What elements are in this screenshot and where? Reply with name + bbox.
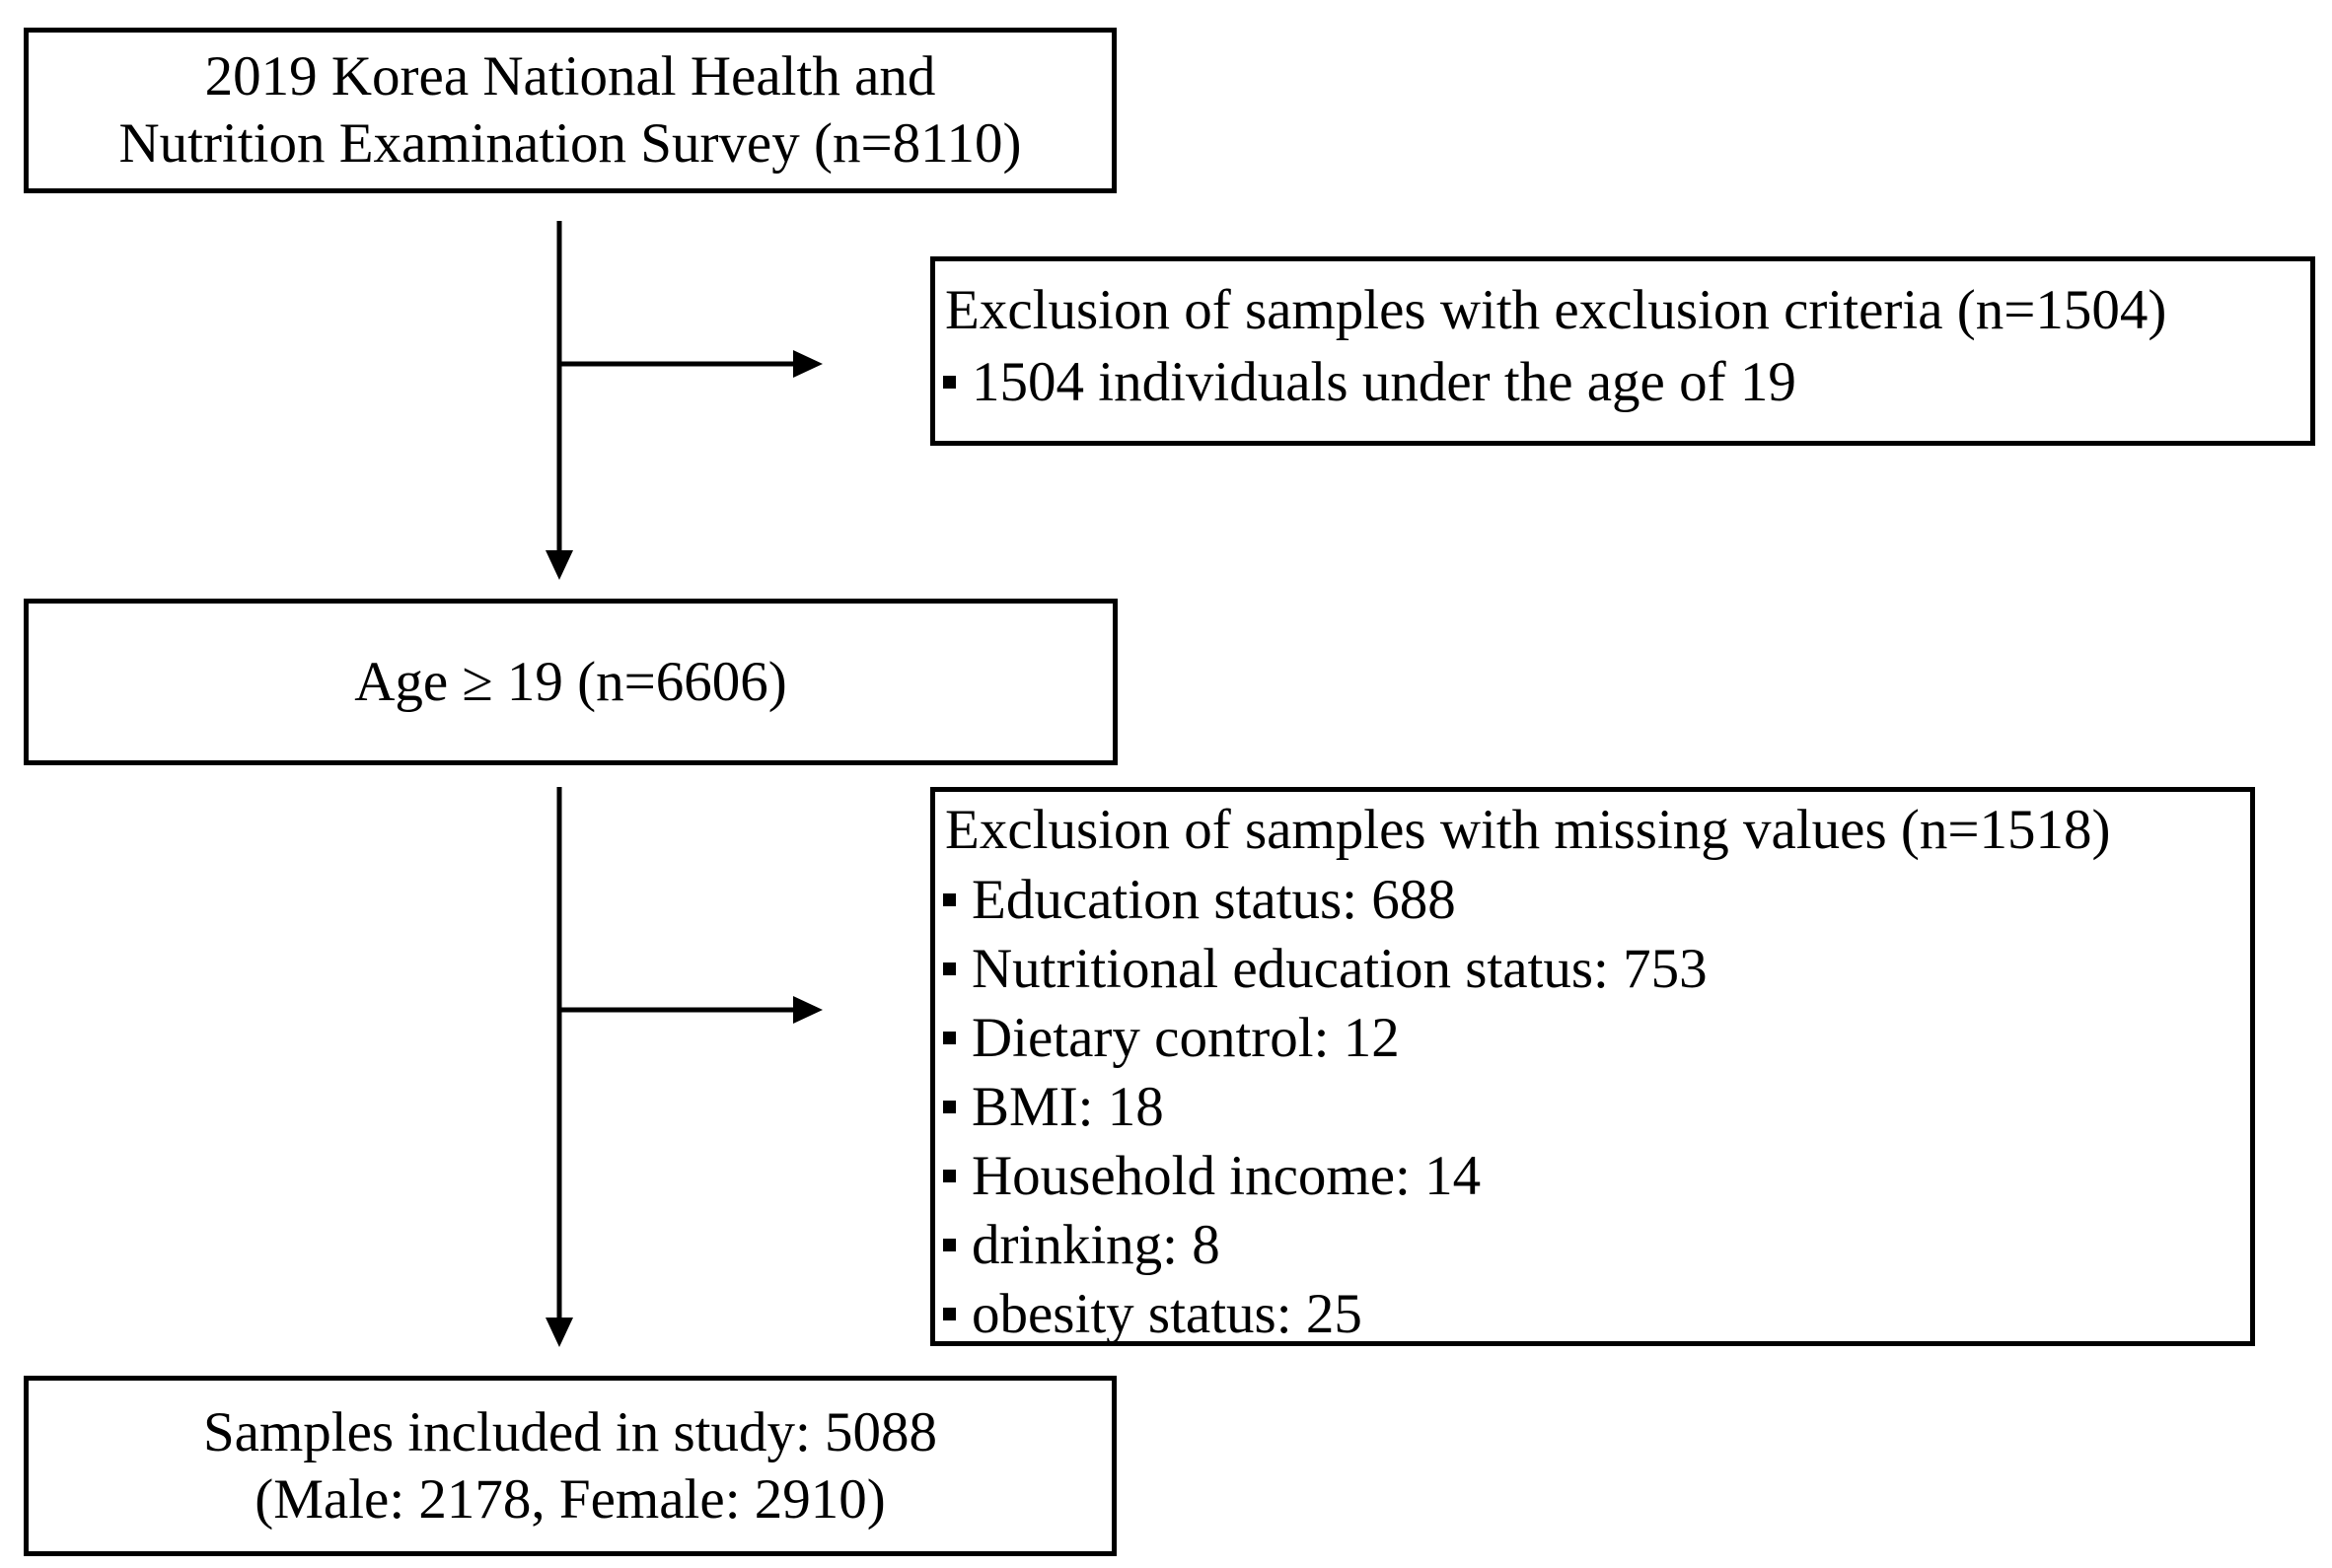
list-item-text: 1504 individuals under the age of 19 xyxy=(972,350,1796,413)
final-sample-box xyxy=(24,1376,1117,1556)
source-population-box xyxy=(24,28,1117,193)
arrow-branch-missing-values xyxy=(559,996,823,1024)
list-item xyxy=(935,1141,2250,1210)
source-population-line1: 2019 Korea National Health and xyxy=(204,45,936,107)
list-item xyxy=(935,1210,2250,1279)
bullet-icon xyxy=(943,1239,956,1251)
exclusion-criteria-title: Exclusion of samples with exclusion criteria (n=1504) xyxy=(945,279,2167,341)
list-item xyxy=(935,1003,2250,1072)
arrow-branch-exclusion-criteria xyxy=(559,350,823,378)
exclusion-criteria-list xyxy=(935,346,2310,417)
list-item xyxy=(935,1279,2250,1348)
final-sample-line2: (Male: 2178, Female: 2910) xyxy=(255,1467,886,1531)
list-item-text: obesity status: 25 xyxy=(972,1282,1362,1345)
age-filter-box xyxy=(24,599,1118,765)
bullet-icon xyxy=(943,1101,956,1113)
list-item xyxy=(935,346,2310,417)
arrow-source-to-age xyxy=(546,221,573,580)
bullet-icon xyxy=(943,1308,956,1320)
missing-values-title: Exclusion of samples with missing values (n=1518) xyxy=(945,799,2111,861)
list-item xyxy=(935,865,2250,934)
arrow-age-to-final xyxy=(546,787,573,1347)
list-item-text: Household income: 14 xyxy=(972,1144,1482,1207)
list-item-text: BMI: 18 xyxy=(972,1075,1164,1138)
bullet-icon xyxy=(943,1032,956,1044)
missing-values-exclusion-box xyxy=(930,787,2255,1346)
list-item-text: Nutritional education status: 753 xyxy=(972,937,1708,1000)
bullet-icon xyxy=(943,376,956,389)
missing-values-list xyxy=(935,865,2250,1348)
list-item xyxy=(935,934,2250,1003)
final-sample-line1: Samples included in study: 5088 xyxy=(202,1400,938,1463)
bullet-icon xyxy=(943,962,956,975)
list-item-text: Education status: 688 xyxy=(972,868,1456,931)
list-item-text: drinking: 8 xyxy=(972,1213,1220,1276)
bullet-icon xyxy=(943,1170,956,1182)
bullet-icon xyxy=(943,893,956,906)
list-item xyxy=(935,1072,2250,1141)
list-item-text: Dietary control: 12 xyxy=(972,1006,1400,1069)
source-population-line2: Nutrition Examination Survey (n=8110) xyxy=(118,112,1022,175)
exclusion-criteria-box xyxy=(930,256,2315,446)
age-filter-text: Age ≥ 19 (n=6606) xyxy=(354,650,787,713)
